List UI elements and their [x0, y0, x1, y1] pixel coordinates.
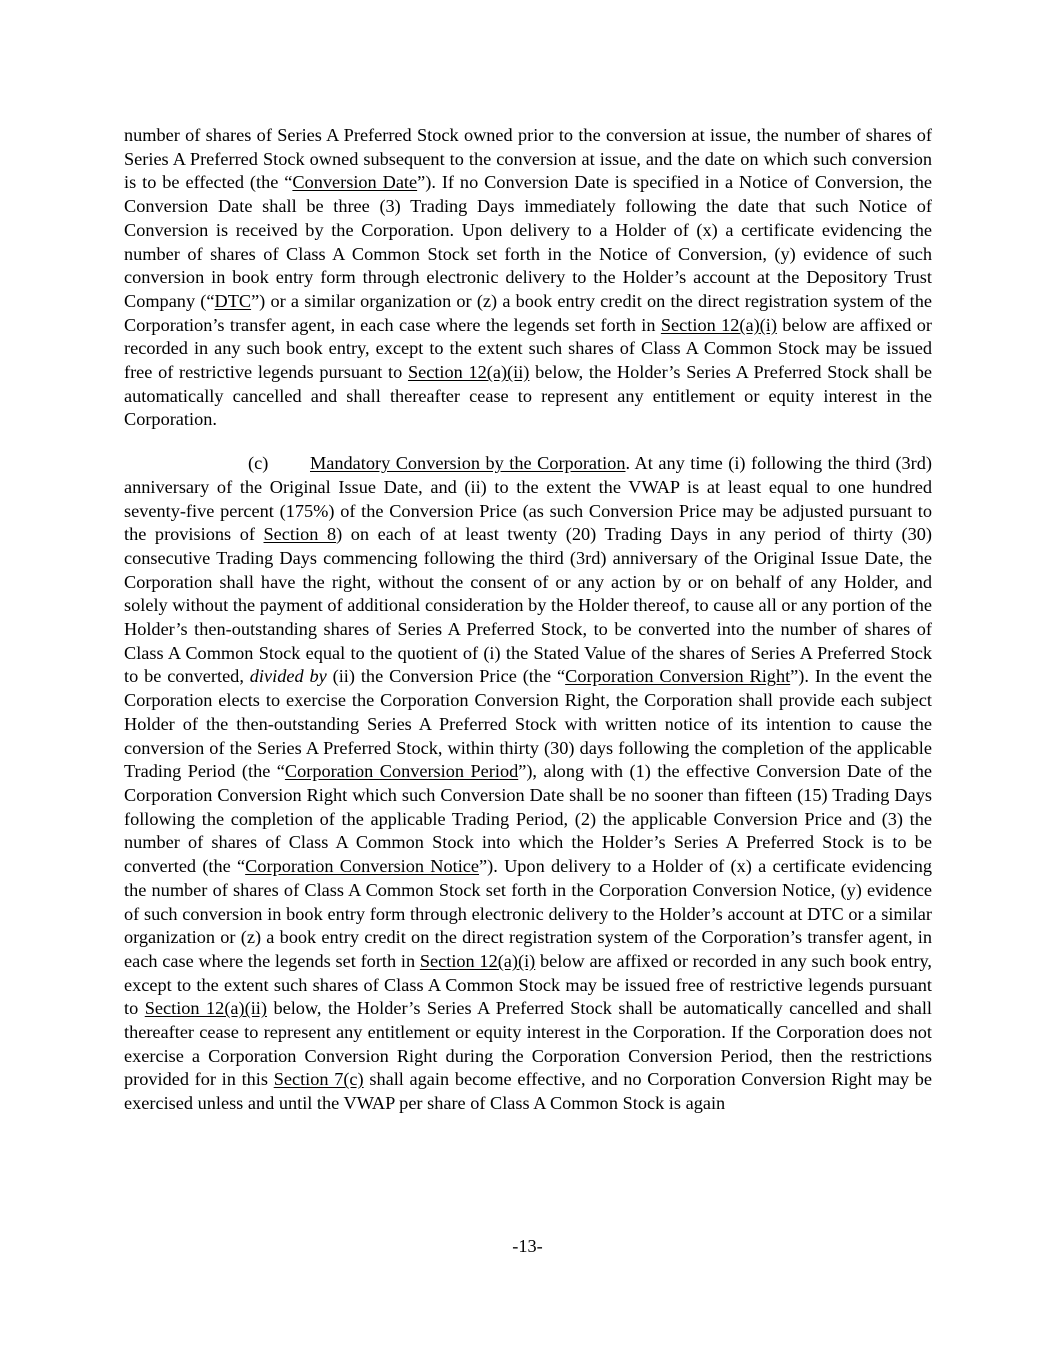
defined-term-dtc: DTC — [214, 290, 252, 311]
text-run: ”). In the event the Corporation elects to exercise the Corporation Conversion Right, the Corporation shall provide each subject Holder of the then-outstanding Series A Preferred Stock with written notice of its intention to cause the conversion of the Series A Preferred Stock, within thirty (30) days following the completion of the applicable Trading Period (the “ — [124, 666, 932, 782]
section-marker: (c) — [248, 453, 269, 474]
paragraph-mandatory-conversion — [124, 452, 932, 1116]
paragraph-conversion-date — [124, 124, 932, 432]
page-number: -13- — [512, 1236, 543, 1256]
text-run: below, the Holder’s Series A Preferred Stock shall be automatically cancelled and shall thereafter cease to represent any entitlement or equity interest in the Corporation. If the Corporation does not exercise a Corporation Conversion Right during the Corporation Conversion Period, then the restrictions provided for in this — [124, 998, 933, 1090]
defined-term-corporation-conversion-notice: Corporation Conversion Notice — [245, 856, 480, 877]
text-run: shall again become effective, and no Corporation Conversion Right may be exercised unless and until the VWAP per share of Class A Common Stock is again — [124, 1069, 932, 1114]
text-run: ) on each of at least twenty (20) Trading Days in any period of thirty (30) consecutive Trading Days commencing following the third (3rd) anniversary of the Original Issue Date, the Corporation shall have the right, without the consent of or any action by or on behalf of any Holder, and solely without the payment of additional consideration by the Holder thereof, to cause all or any portion of the Holder’s then-outstanding shares of Series A Preferred Stock, to be converted into the number of shares of Class A Common Stock equal to the quotient of (i) the Stated Value of the shares of Series A Preferred Stock to be converted, — [124, 524, 933, 687]
cross-reference-section-7c: Section 7(c) — [273, 1069, 364, 1090]
defined-term-corporation-conversion-right: Corporation Conversion Right — [565, 666, 791, 687]
document-page — [124, 124, 932, 1116]
text-run: (ii) the Conversion Price (the “ — [326, 666, 566, 687]
cross-reference-section-12ai: Section 12(a)(i) — [660, 314, 777, 335]
italic-divided-by: divided by — [249, 666, 327, 687]
text-run: below, the Holder’s Series A Preferred Stock shall be automatically cancelled and shall thereafter cease to represent any entitlement or equity interest in the Corporation. — [124, 362, 933, 430]
defined-term-corporation-conversion-period: Corporation Conversion Period — [284, 761, 519, 782]
cross-reference-section-8: Section 8 — [263, 524, 337, 545]
text-run: ”) or a similar organization or (z) a book entry credit on the direct registration system of the Corporation’s transfer agent, in each case where the legends set forth in — [124, 290, 932, 335]
cross-reference-section-12ai: Section 12(a)(i) — [419, 950, 536, 971]
text-run: . At any time (i) following the third (3rd) anniversary of the Original Issue Date, and (ii) to the extent the VWAP is at least equal to one hundred seventy-five percent (175%) of the Conversion Price (as such Conversion Price may be adjusted pursuant to the provisions of — [124, 453, 932, 545]
text-run: ”), along with (1) the effective Conversion Date of the Corporation Conversion Right which such Conversion Date shall be no sooner than fifteen (15) Trading Days following the completion of the applicable Trading Period, (2) the applicable Conversion Price and (3) the number of shares of Class A Common Stock into which the Holder’s Series A Preferred Stock is to be converted (the “ — [124, 761, 932, 877]
text-run: number of shares of Series A Preferred Stock owned prior to the conversion at issue, the number of shares of Series A Preferred Stock owned subsequent to the conversion at issue, and the date on which such conversion is to be effected (the “ — [124, 125, 932, 193]
text-run: below are affixed or recorded in any such book entry, except to the extent such shares of Class A Common Stock may be issued free of restrictive legends pursuant to — [124, 950, 932, 1019]
cross-reference-section-12aii: Section 12(a)(ii) — [407, 362, 530, 383]
cross-reference-section-12aii: Section 12(a)(ii) — [144, 998, 267, 1019]
text-run: ”). Upon delivery to a Holder of (x) a certificate evidencing the number of shares of Class A Common Stock set forth in the Corporation Conversion Notice, (y) evidence of such conversion in book entry form through electronic delivery to the Holder’s account at DTC or a similar organization or (z) a book entry credit on the direct registration system of the Corporation’s transfer agent, in each case where the legends set forth in — [124, 856, 932, 971]
section-heading: Mandatory Conversion by the Corporation — [310, 453, 626, 474]
text-run: ”). If no Conversion Date is specified in a Notice of Conversion, the Conversion Date shall be three (3) Trading Days immediately following the date that such Notice of Conversion is received by the Corporation. Upon delivery to a Holder of (x) a certificate evidencing the number of shares of Class A Common Stock set forth in the Notice of Conversion, (y) evidence of such conversion in book entry form through electronic delivery to the Holder’s account at the Depository Trust Company (“ — [124, 172, 932, 311]
text-run: below are affixed or recorded in any such book entry, except to the extent such shares of Class A Common Stock may be issued free of restrictive legends pursuant to — [124, 314, 933, 383]
defined-term-conversion-date: Conversion Date — [292, 172, 418, 193]
